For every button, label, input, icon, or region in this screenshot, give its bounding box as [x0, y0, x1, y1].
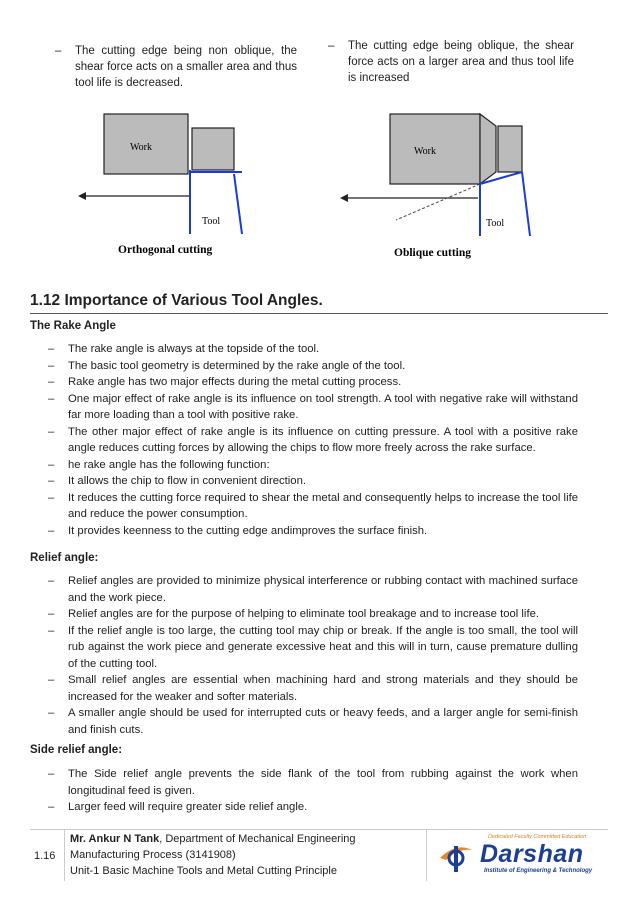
- tool-flank: [234, 174, 242, 234]
- dash-icon: –: [48, 707, 55, 719]
- footer-right-rule: [426, 829, 427, 881]
- footer-author-line: [70, 831, 420, 847]
- rake-heading: The Rake Angle: [30, 320, 116, 332]
- rake-list: [30, 341, 578, 539]
- list-item: – The basic tool geometry is determined by the rake angle of the tool.: [30, 358, 578, 375]
- darshan-logo: [436, 834, 593, 878]
- dash-icon: –: [48, 458, 55, 471]
- footer-text: [70, 831, 420, 879]
- list-item: – The other major effect of rake angle is its influence on cutting pressure. A tool with a positive rake angle reduces cutting forces by allowing the chips to flow more freely across the rake surface.: [48, 425, 578, 454]
- section-title: 1.12 Importance of Various Tool Angles.: [30, 292, 323, 309]
- intro-right: [328, 38, 574, 86]
- dash-icon: –: [48, 392, 55, 405]
- intro-right-text: The cutting edge being oblique, the shear force acts on a larger area and thus tool life is increased: [348, 40, 574, 84]
- list-item: – Relief angles are provided to minimize physical interference or rubbing contact with machined surface and the work piece.: [48, 575, 578, 604]
- side-relief-list: [30, 766, 578, 816]
- logo-subtitle: Institute of Engineering & Technology: [484, 868, 593, 874]
- chip-extension: [498, 126, 522, 172]
- relief-list: [30, 573, 578, 738]
- dash-icon: –: [55, 45, 62, 57]
- list-item: – Rake angle has two major effects during the metal cutting process.: [30, 374, 578, 391]
- list-item: – The rake angle is always at the topside of the tool.: [30, 341, 578, 358]
- dash-icon: –: [48, 376, 55, 388]
- list-item: – It provides keenness to the cutting edge andimproves the surface finish.: [30, 523, 578, 540]
- dash-icon: –: [48, 475, 55, 487]
- footer-dept: , Department of Mechanical Engineering: [159, 833, 356, 845]
- tool-label: Tool: [202, 216, 221, 227]
- feed-arrowhead: [340, 194, 348, 202]
- oblique-reference-line: [396, 184, 480, 220]
- work-label: Work: [130, 142, 152, 153]
- relief-heading: Relief angle:: [30, 552, 99, 564]
- logo-name: Darshan: [480, 840, 584, 868]
- page-number: 1.16: [34, 850, 56, 862]
- footer-top-rule: [30, 829, 608, 830]
- side-relief-heading: Side relief angle:: [30, 744, 123, 756]
- list-item: – The Side relief angle prevents the side flank of the tool from rubbing against the work when longitudinal feed is given.: [48, 768, 578, 797]
- section-divider: [30, 313, 608, 314]
- diagram-caption: Oblique cutting: [394, 247, 472, 259]
- list-item: – It reduces the cutting force required to shear the metal and consequently helps to increase the tool life and reduce the power consumption.: [48, 491, 578, 520]
- diagram-caption: Orthogonal cutting: [118, 244, 213, 256]
- logo-tagline: Dedicated Faculty Committed Education: [488, 834, 587, 840]
- work-label: Work: [414, 146, 436, 157]
- chip-block: [480, 114, 496, 184]
- dash-icon: –: [48, 491, 55, 504]
- list-item: – If the relief angle is too large, the cutting tool may chip or break. If the angle is too small, the tool will rub against the work piece and generate excessive heat and this will in turn, cause premature dulling of the cutting tool.: [48, 624, 578, 670]
- oblique-cutting-diagram: [336, 108, 536, 260]
- footer-course: Manufacturing Process (3141908): [70, 849, 236, 861]
- list-item: – It allows the chip to flow in convenient direction.: [30, 473, 578, 490]
- logo-emblem-icon: [436, 836, 476, 876]
- footer-left-rule: [64, 829, 65, 881]
- footer-author: Mr. Ankur N Tank: [70, 833, 160, 845]
- list-item: – Relief angles are for the purpose of helping to eliminate tool breakage and to increase tool life.: [30, 606, 578, 623]
- intro-left-text: The cutting edge being non oblique, the shear force acts on a smaller area and thus tool life is decreased.: [75, 45, 297, 89]
- orthogonal-cutting-diagram: [70, 108, 250, 260]
- dash-icon: –: [48, 575, 55, 587]
- list-item: – Larger feed will require greater side relief angle.: [30, 799, 578, 816]
- list-item: – A smaller angle should be used for interrupted cuts or heavy feeds, and a larger angle for semi-finish and finish cuts.: [48, 707, 578, 736]
- feed-arrowhead: [78, 192, 86, 200]
- tool-flank: [522, 172, 530, 236]
- dash-icon: –: [48, 425, 55, 438]
- dash-icon: –: [48, 608, 55, 620]
- dash-icon: –: [48, 524, 55, 537]
- dash-icon: –: [48, 624, 55, 637]
- dash-icon: –: [48, 359, 55, 372]
- list-item: – Small relief angles are essential when machining hard and strong materials and they should be increased for the weaker and softer materials.: [48, 674, 578, 703]
- list-item: – One major effect of rake angle is its influence on tool strength. A tool with negative rake will withstand far more loading than a tool with positive rake.: [48, 392, 578, 421]
- dash-icon: –: [48, 768, 55, 780]
- dash-icon: –: [328, 40, 335, 52]
- list-item: – he rake angle has the following function:: [30, 457, 578, 474]
- dash-icon: –: [48, 674, 55, 686]
- footer-unit: Unit-1 Basic Machine Tools and Metal Cutting Principle: [70, 865, 337, 877]
- chip-block: [192, 128, 234, 170]
- intro-left: [55, 43, 297, 91]
- dash-icon: –: [48, 343, 55, 355]
- tool-label: Tool: [486, 218, 505, 229]
- dash-icon: –: [48, 801, 55, 813]
